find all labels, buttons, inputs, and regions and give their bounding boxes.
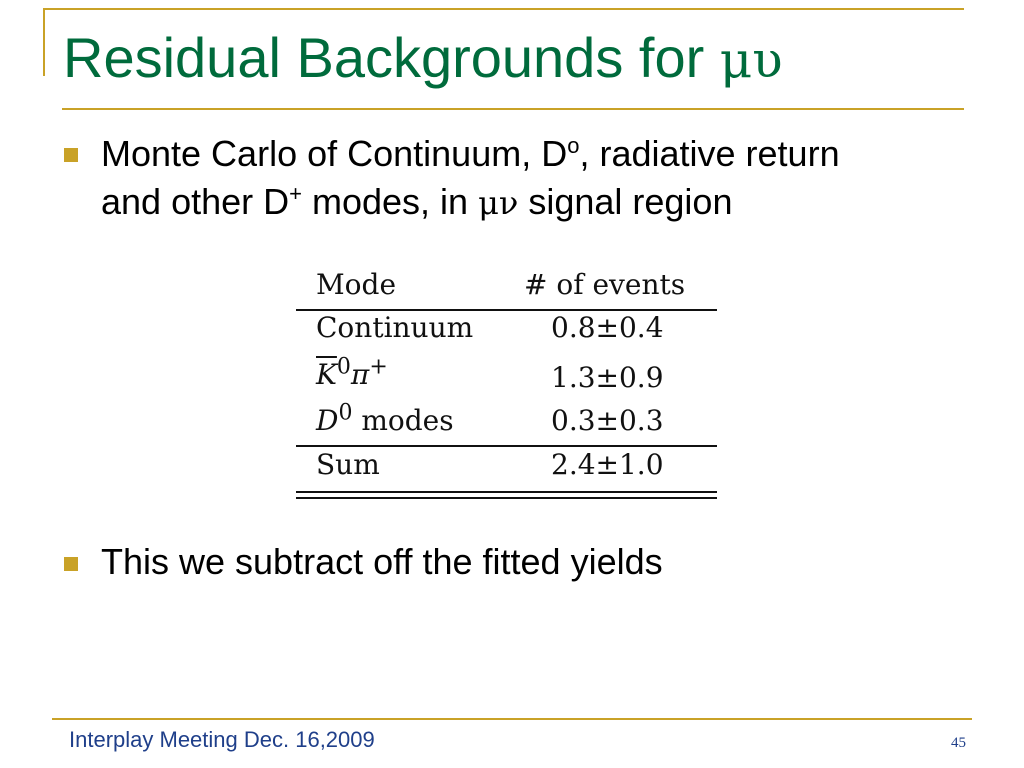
footer-line: [52, 718, 972, 720]
table-cell-mode: [316, 400, 454, 437]
bullet-square-icon: [64, 148, 78, 162]
pion-symbol: π: [350, 358, 370, 391]
slide-title: [63, 22, 783, 96]
table-cell-events: 0.8±0.4: [551, 311, 664, 344]
bullet-1-part-4: signal region: [518, 181, 733, 222]
d-meson-symbol: D: [316, 404, 339, 437]
table-rule-bottom-2: [296, 497, 717, 499]
decorative-top-line: [43, 8, 964, 10]
bullet-text-2: This we subtract off the fitted yields: [101, 541, 663, 582]
kaon-superscript: 0: [336, 354, 351, 380]
bullet-1-greek: μν: [478, 184, 519, 222]
bullet-1-part-2: , radiative return and other D: [101, 133, 840, 222]
d-modes-label: modes: [352, 404, 454, 437]
slide-title-text: Residual Backgrounds for: [63, 26, 720, 89]
bullet-square-icon: [64, 557, 78, 571]
d-meson-superscript: 0: [338, 400, 353, 426]
table-rule-mid: [296, 445, 717, 447]
kaon-symbol: $\overline{K}$: [316, 358, 337, 391]
decorative-vertical-line: [43, 8, 45, 76]
table-cell-mode: [316, 354, 388, 391]
table-cell-events: 1.3±0.9: [551, 361, 664, 394]
bullet-text-1: [101, 130, 891, 227]
table-header-mode: Mode: [316, 268, 397, 301]
page-number: 45: [951, 735, 966, 751]
title-underline: [62, 108, 964, 110]
footer-text: Interplay Meeting Dec. 16,2009: [69, 727, 375, 752]
table-cell-mode: Continuum: [316, 311, 474, 344]
bullet-1-part-1: Monte Carlo of Continuum, D: [101, 133, 568, 174]
table-cell-events: 0.3±0.3: [551, 404, 664, 437]
table-header-events: # of events: [524, 268, 686, 301]
table-cell-mode: Sum: [316, 448, 380, 481]
bullet-1-sup-1: o: [567, 133, 580, 158]
bullet-1-sup-2: +: [289, 181, 302, 206]
table-rule-bottom-1: [296, 491, 717, 493]
table-cell-events: 2.4±1.0: [551, 448, 664, 481]
slide-title-greek: μυ: [719, 31, 783, 89]
bullet-1-part-3: modes, in: [301, 181, 479, 222]
pion-superscript: +: [369, 354, 388, 380]
